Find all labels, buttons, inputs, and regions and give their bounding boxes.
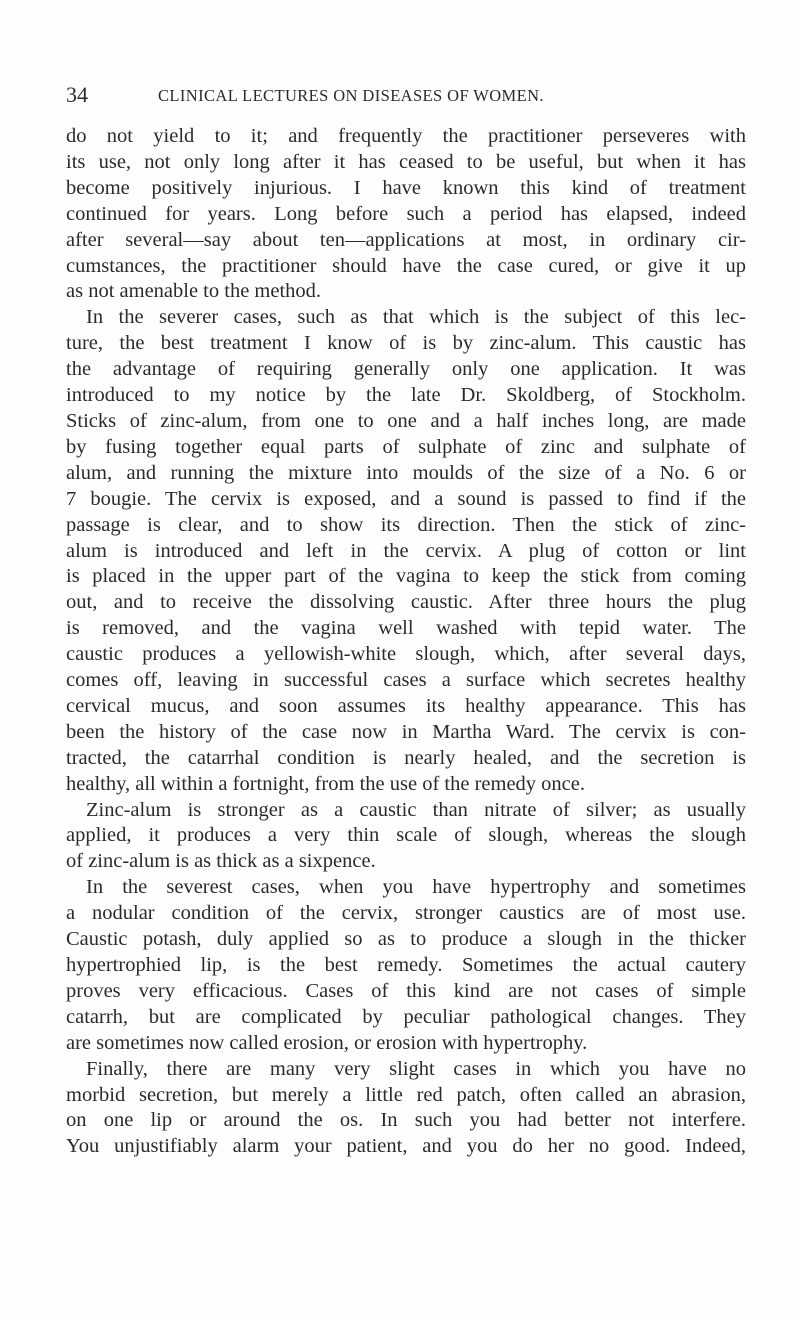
text-line: continued for years. Long before such a period has elapsed, indeed [66,202,746,225]
text-line: alum is introduced and left in the cervix. A plug of cotton or lint [66,539,746,562]
running-title: CLINICAL LECTURES ON DISEASES OF WOMEN. [158,86,544,105]
text-line: ture, the best treatment I know of is by zinc-alum. This caustic has [66,332,746,355]
text-line: In the severest cases, when you have hypertrophy and sometimes [86,876,746,899]
text-line: cervical mucus, and soon assumes its healthy appearance. This has [66,694,746,717]
text-line: its use, not only long after it has ceased to be useful, but when it has [66,150,746,173]
text-line: of zinc-alum is as thick as a sixpence. [66,850,376,873]
text-line: are sometimes now called erosion, or erosion with hypertrophy. [66,1031,588,1054]
text-line: become positively injurious. I have known this kind of treatment [66,176,746,199]
running-head [0,80,800,110]
text-line: Caustic potash, duly applied so as to produce a slough in the thicker [66,928,746,951]
text-line: applied, it produces a very thin scale of slough, whereas the slough [66,824,746,847]
text-line: comes off, leaving in successful cases a surface which secretes healthy [66,669,746,692]
text-line: proves very efficacious. Cases of this kind are not cases of simple [66,979,746,1002]
text-line: tracted, the catarrhal condition is nearly healed, and the secretion is [66,746,746,769]
text-line: is placed in the upper part of the vagina to keep the stick from coming [66,565,746,588]
text-line: Sticks of zinc-alum, from one to one and a half inches long, are made [66,409,746,432]
text-line: alum, and running the mixture into moulds of the size of a No. 6 or [66,461,746,484]
page-number: 34 [66,82,88,107]
text-line: morbid secretion, but merely a little red patch, often called an abrasion, [66,1083,746,1106]
text-line: introduced to my notice by the late Dr. Skoldberg, of Stockholm. [66,384,746,407]
text-line: catarrh, but are complicated by peculiar pathological changes. They [66,1005,746,1028]
text-line: caustic produces a yellowish-white slough, which, after several days, [66,643,746,666]
text-line: cumstances, the practitioner should have the case cured, or give it up [66,254,746,277]
text-line: In the severer cases, such as that which is the subject of this lec- [86,306,746,329]
text-line: hypertrophied lip, is the best remedy. Sometimes the actual cautery [66,954,746,976]
text-line: on one lip or around the os. In such you had better not interfere. [66,1109,746,1132]
text-line: Finally, there are many very slight cases in which you have no [86,1057,746,1080]
text-line: 7 bougie. The cervix is exposed, and a sound is passed to find if the [66,487,746,510]
text-line: been the history of the case now in Martha Ward. The cervix is con- [66,720,746,743]
text-line: the advantage of requiring generally only one application. It was [66,358,746,381]
body-text [66,124,746,1160]
text-line: as not amenable to the method. [66,280,322,303]
text-line: is removed, and the vagina well washed with tepid water. The [66,617,746,640]
text-line: after several—say about ten—applications at most, in ordinary cir- [66,228,746,251]
text-line: do not yield to it; and frequently the practitioner perseveres with [66,125,746,147]
text-line: healthy, all within a fortnight, from the use of the remedy once. [66,772,585,795]
text-line: Zinc-alum is stronger as a caustic than nitrate of silver; as usually [86,798,746,821]
text-line: a nodular condition of the cervix, stronger caustics are of most use. [66,902,746,925]
text-line: by fusing together equal parts of sulphate of zinc and sulphate of [66,435,746,458]
text-line: passage is clear, and to show its direction. Then the stick of zinc- [66,513,746,536]
text-line: You unjustifiably alarm your patient, and you do her no good. Indeed, [66,1135,746,1158]
text-line: out, and to receive the dissolving caustic. After three hours the plug [66,591,746,614]
